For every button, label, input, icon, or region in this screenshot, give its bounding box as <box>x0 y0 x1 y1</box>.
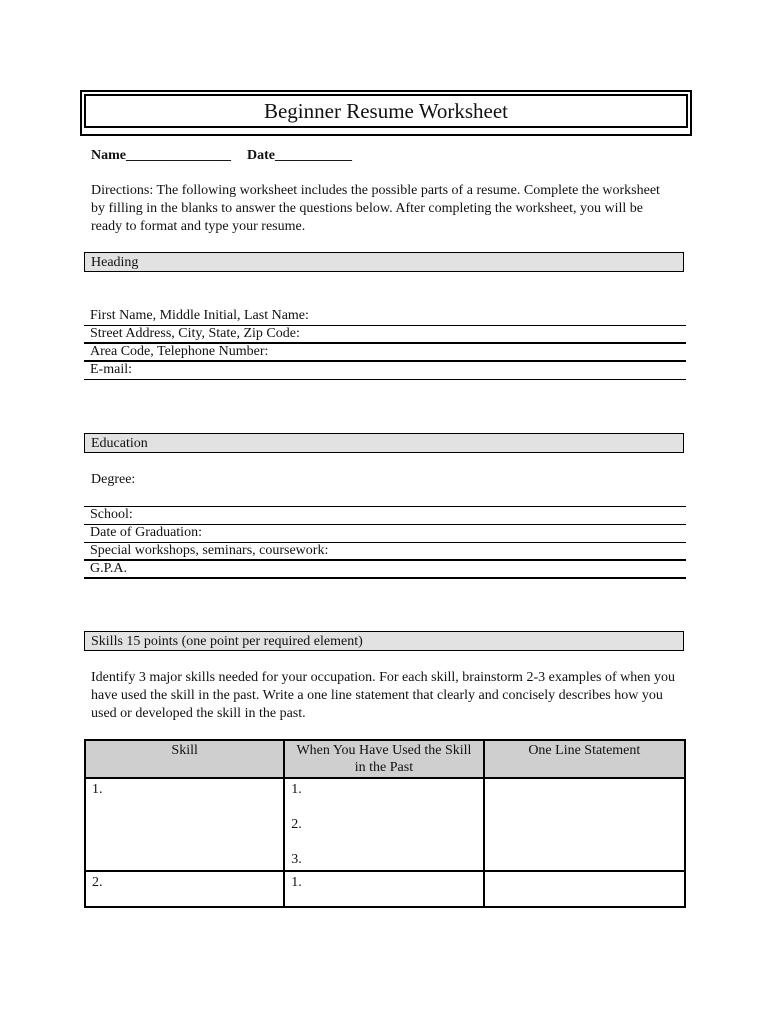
name-date-line <box>91 148 352 164</box>
heading-field-email[interactable]: E-mail: <box>84 362 686 380</box>
name-field-label: Name_______________ <box>91 148 231 163</box>
education-field-workshops[interactable]: Special workshops, seminars, coursework: <box>84 543 686 561</box>
date-field-label: Date___________ <box>247 148 352 163</box>
education-field-gpa[interactable]: G.P.A. <box>84 561 686 579</box>
used-item: 1. <box>291 875 302 890</box>
used-item: 3. <box>291 852 302 867</box>
skills-intro-text: Identify 3 major skills needed for your occupation. For each skill, brainstorm 2-3 examples of when you have used the skill in the past. Write a one line statement that clearly and concisely describes how you used or developed the skill in the past. <box>91 670 675 721</box>
education-field-graduation[interactable]: Date of Graduation: <box>84 525 686 543</box>
section-skills-bar: Skills 15 points (one point per required element) <box>84 631 684 651</box>
skill-cell[interactable]: 1. <box>85 778 284 871</box>
section-education-bar: Education <box>84 433 684 453</box>
col-header-used: When You Have Used the Skill in the Past <box>284 740 483 778</box>
used-item: 1. <box>291 782 302 797</box>
statement-cell[interactable] <box>484 871 685 907</box>
section-heading-bar: Heading <box>84 252 684 272</box>
education-field-school[interactable]: School: <box>84 507 686 525</box>
skills-table <box>84 739 686 908</box>
skill-cell[interactable]: 2. <box>85 871 284 907</box>
col-header-skill: Skill <box>85 740 284 778</box>
table-row <box>85 778 685 871</box>
used-item: 2. <box>291 817 302 832</box>
title-box <box>80 90 692 136</box>
used-cell[interactable] <box>284 871 483 907</box>
education-degree-label: Degree: <box>91 472 136 487</box>
statement-cell[interactable] <box>484 778 685 871</box>
heading-field-phone[interactable]: Area Code, Telephone Number: <box>84 344 686 362</box>
heading-field-address[interactable]: Street Address, City, State, Zip Code: <box>84 326 686 344</box>
heading-field-name[interactable]: First Name, Middle Initial, Last Name: <box>84 308 686 326</box>
directions-text: Directions: The following worksheet includes the possible parts of a resume. Complete the worksheet by filling in the blanks to answer the questions below. After completing the worksheet, you will be ready to format and type your resume. <box>91 183 660 234</box>
used-cell[interactable] <box>284 778 483 871</box>
page-title: Beginner Resume Worksheet <box>84 94 688 128</box>
col-header-statement: One Line Statement <box>484 740 685 778</box>
table-header-row <box>85 740 685 778</box>
table-row <box>85 871 685 907</box>
